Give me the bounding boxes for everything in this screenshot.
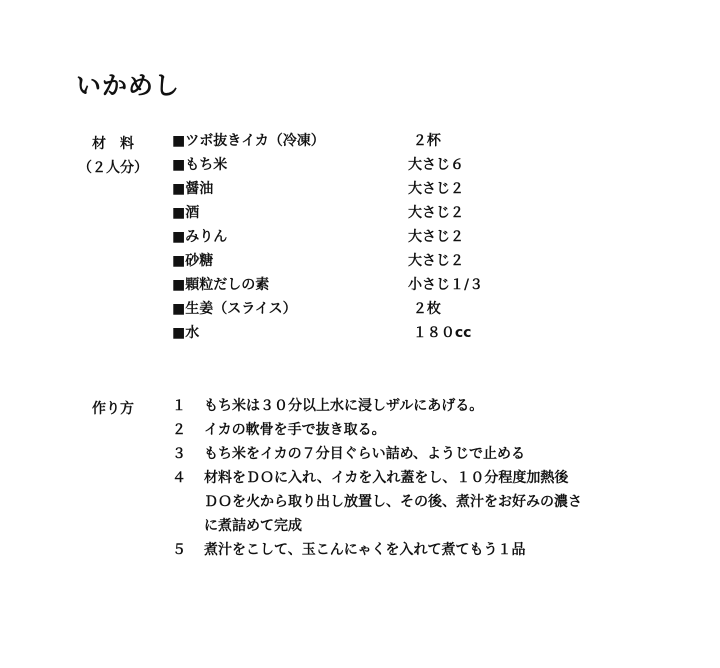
ingredient-row	[172, 226, 652, 248]
ingredient-name: ■砂糖	[172, 253, 214, 269]
ingredient-row	[172, 250, 652, 272]
ingredient-amount: 小さじ１/３	[408, 277, 484, 293]
step-text: もち米をイカの７分目ぐらい詰め、ようじで止める	[204, 446, 526, 462]
step-number: １	[172, 398, 186, 414]
step-text: 煮汁をこして、玉こんにゃくを入れて煮てもう１品	[204, 542, 526, 558]
step-text-continued: ＤＯを火から取り出し放置し、その後、煮汁をお好みの濃さ	[204, 494, 582, 510]
ingredient-amount: ２枚	[408, 301, 441, 317]
step-number: ５	[172, 542, 186, 558]
ingredient-amount: 大さじ６	[408, 157, 464, 173]
step-number: ４	[172, 470, 186, 486]
ingredient-name: ■生姜（スライス）	[172, 301, 297, 317]
ingredient-row	[172, 154, 652, 176]
ingredient-name: ■みりん	[172, 229, 228, 245]
step-row	[172, 395, 672, 419]
ingredient-row	[172, 202, 652, 224]
step-number: ３	[172, 446, 186, 462]
ingredient-name: ■顆粒だしの素	[172, 277, 270, 293]
step-text: もち米は３０分以上水に浸しザルにあげる。	[204, 398, 484, 414]
ingredient-name: ■醤油	[172, 181, 214, 197]
ingredient-name: ■酒	[172, 205, 200, 221]
ingredient-row	[172, 298, 652, 320]
ingredient-amount: 大さじ２	[408, 229, 464, 245]
recipe-title: いかめし	[76, 71, 181, 100]
step-text: イカの軟骨を手で抜き取る。	[204, 422, 386, 438]
step-number: ２	[172, 422, 186, 438]
step-text: 材料をＤＯに入れ、イカを入れ蓋をし、１０分程度加熱後	[204, 470, 569, 486]
ingredient-name: ■ツボ抜きイカ（冷凍）	[172, 133, 325, 149]
method-label: 作り方	[92, 401, 134, 417]
ingredient-amount: ２杯	[408, 133, 441, 149]
ingredient-row	[172, 322, 652, 344]
step-row	[172, 443, 672, 467]
servings-label: （２人分）	[78, 160, 148, 176]
ingredient-amount: 大さじ２	[408, 205, 464, 221]
step-row	[172, 539, 672, 563]
step-text-continued: に煮詰めて完成	[204, 518, 302, 534]
ingredients-label: 材 料	[92, 136, 134, 152]
ingredient-amount: １８０cc	[408, 325, 472, 341]
step-row	[172, 419, 672, 443]
ingredient-row	[172, 274, 652, 296]
ingredient-amount: 大さじ２	[408, 181, 464, 197]
ingredient-name: ■水	[172, 325, 200, 341]
ingredient-row	[172, 130, 652, 152]
ingredient-row	[172, 178, 652, 200]
ingredient-name: ■もち米	[172, 157, 228, 173]
step-row	[172, 467, 672, 539]
ingredient-amount: 大さじ２	[408, 253, 464, 269]
